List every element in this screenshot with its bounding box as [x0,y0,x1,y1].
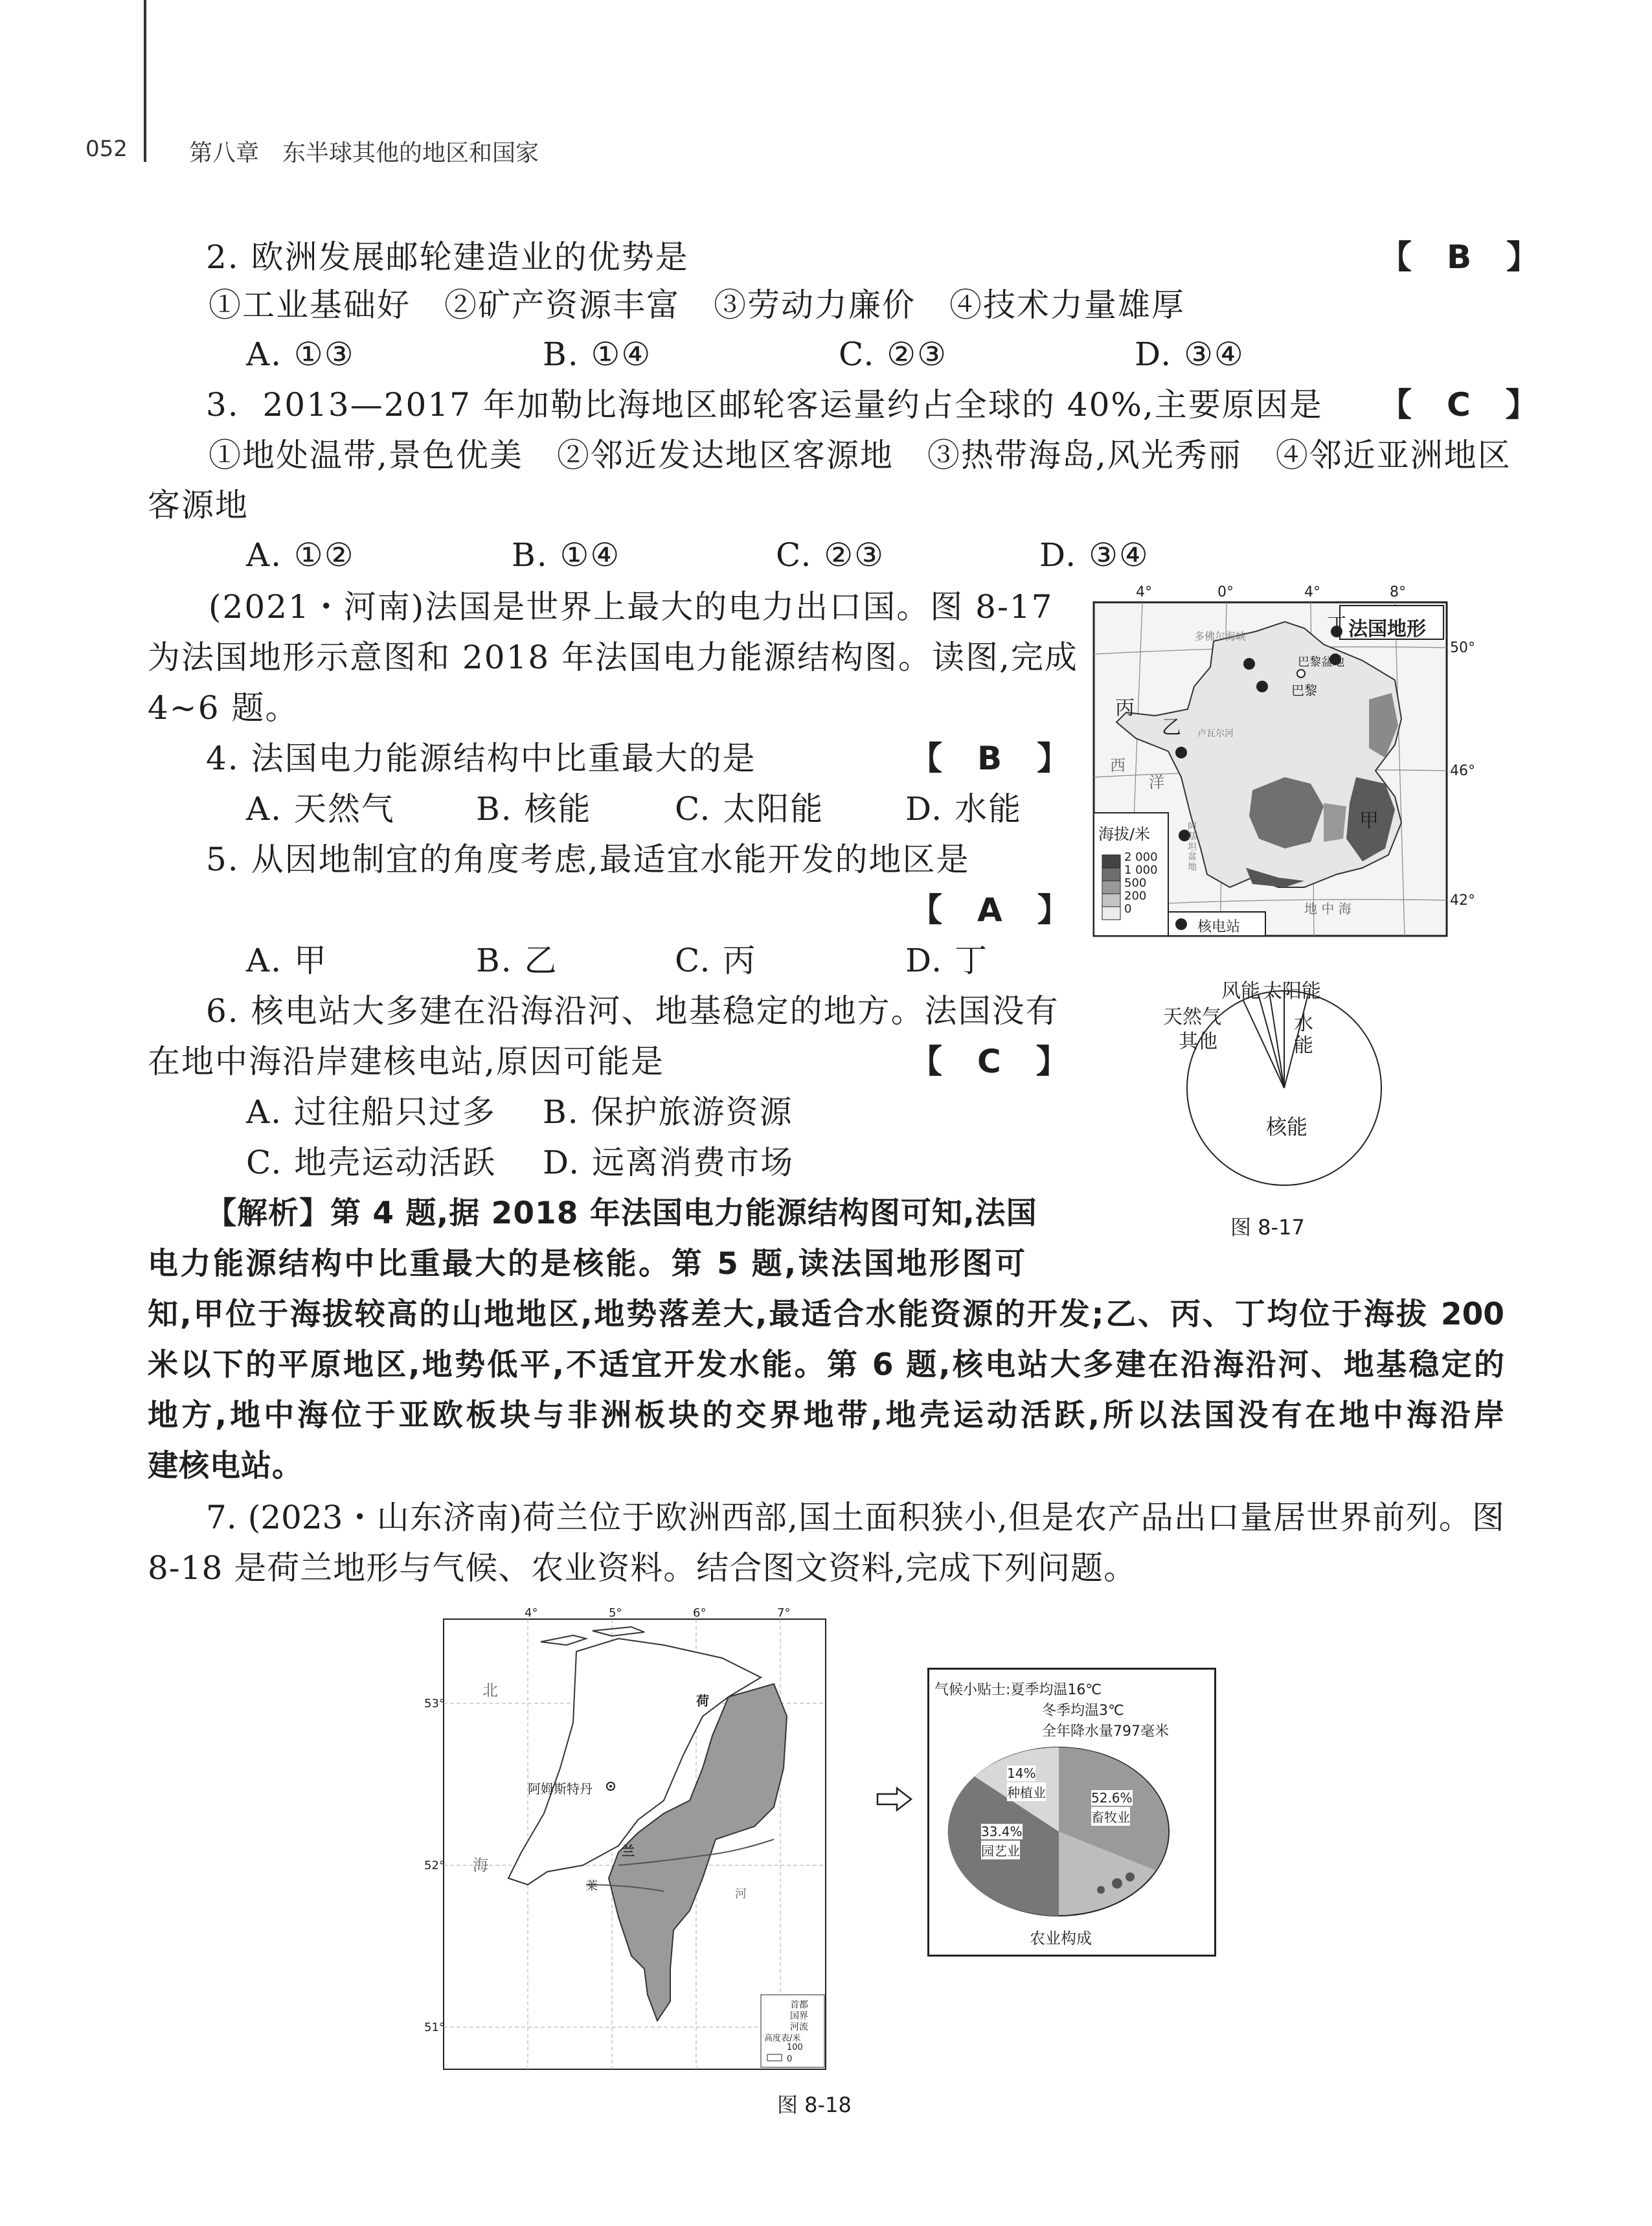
figure-8-17-caption: 图 8-17 [1230,1215,1305,1240]
intro46-line3: 4~6 题。 [148,689,299,727]
q6-option-b: B. 保护旅游资源 [543,1093,793,1131]
agri-title: 农业构成 [1030,1929,1092,1948]
legend-value-500: 500 [1124,876,1147,890]
place-ocean-xi: 西 [1110,756,1126,775]
q3-stem: 3. 2013—2017 年加勒比海地区邮轮客运量约占全球的 40%,主要原因是 [206,386,1323,424]
nl-lat-label-3: 51° [424,2021,445,2034]
pie-label-nuclear: 核能 [1266,1115,1308,1139]
nuclear-legend-label: 核电站 [1197,919,1241,935]
agri-planting-value: 14% [1007,1766,1036,1781]
q6-option-c: C. 地壳运动活跃 [246,1144,497,1181]
q4-answer: 【 B 】 [910,740,1071,777]
q6-stem-line2: 在地中海沿岸建核电站,原因可能是 [148,1043,664,1080]
figure-8-18-caption: 图 8-18 [777,2093,852,2117]
q2-option-c: C. ②③ [839,335,947,373]
q3-items-line2: 客源地 [148,486,249,524]
q5-stem: 5. 从因地制宜的角度考虑,最适宜水能开发的地区是 [206,841,970,878]
nl-lat-label-2: 52° [424,1859,445,1872]
nl-place-river: 河 [735,1887,747,1901]
q6-option-d: D. 远离消费市场 [543,1144,795,1181]
netherlands-map [424,1606,839,2073]
nl-lon-label-3: 6° [693,1606,707,1620]
pie-label-solar: 太阳能 [1263,980,1321,1003]
map-lon-label-2: 0° [1217,584,1234,600]
q5-option-a: A. 甲 [246,942,328,979]
energy-pie-chart [1153,975,1425,1188]
q2-answer: 【 B 】 [1379,238,1541,276]
nl-legend-100: 100 [787,2043,803,2052]
q6-option-a: A. 过往船只过多 [246,1093,496,1131]
map-lon-label-1: 4° [1136,584,1152,600]
q4-stem: 4. 法国电力能源结构中比重最大的是 [206,740,756,777]
map-lon-label-3: 4° [1304,584,1320,600]
q3-items-line1: ①地处温带,景色优美 ②邻近发达地区客源地 ③热带海岛,风光秀丽 ④邻近亚洲地区 [209,437,1511,474]
nl-place-capital: 阿姆斯特丹 [528,1781,593,1797]
pie-label-hydro-1: 水 [1294,1012,1313,1035]
place-river: 卢瓦尔河 [1197,729,1234,739]
map-lon-label-4: 8° [1390,584,1406,600]
q3-option-b: B. ①④ [512,536,621,574]
q2-items: ①工业基础好 ②矿产资源丰富 ③劳动力廉价 ④技术力量雄厚 [209,286,1185,324]
climate-line3: 全年降水量797毫米 [1042,1723,1169,1740]
pie-label-gas: 天然气 [1163,1006,1221,1028]
legend-value-200: 200 [1124,889,1147,903]
nl-place-north: 北 [482,1681,498,1699]
q4-option-c: C. 太阳能 [675,790,824,828]
q7-line1: 7. (2023・山东济南)荷兰位于欧洲西部,国土面积狭小,但是农产品出口量居世界前列。图 [206,1499,1504,1536]
intro46-line1: (2021・河南)法国是世界上最大的电力出口国。图 8-17 [209,588,1054,626]
arrow-right-icon [876,1786,914,1812]
nl-place-lan: 兰 [622,1843,635,1859]
place-bing: 丙 [1115,697,1135,720]
q5-option-d: D. 丁 [905,942,989,979]
analysis-line3: 知,甲位于海拔较高的山地地区,地势落差大,最适合水能资源的开发;乙、丙、丁均位于海拔 200 [148,1297,1504,1332]
nl-legend-border: 国界 [790,2011,808,2021]
analysis-line4: 米以下的平原地区,地势低平,不适宜开发水能。第 6 题,核电站大多建在沿海沿河、地基稳定的 [148,1347,1504,1383]
page-number: 052 [85,136,128,162]
chapter-title: 第八章 东半球其他的地区和国家 [189,140,539,166]
q3-option-a: A. ①② [246,536,355,574]
place-yi: 乙 [1162,716,1181,739]
nl-lon-label-1: 4° [525,1606,538,1620]
agri-horticulture-value: 33.4% [981,1824,1023,1839]
q5-option-b: B. 乙 [476,942,558,979]
header-rule [144,0,146,162]
q2-option-a: A. ①③ [246,335,355,373]
place-basin2: 阿基坦盆地 [1188,822,1197,872]
map-title: 法国地形 [1348,618,1426,641]
place-sea: 地 中 海 [1304,901,1352,916]
q6-stem-line1: 6. 核电站大多建在沿海沿河、地基稳定的地方。法国没有 [206,992,1059,1030]
q3-answer: 【 C 】 [1379,386,1539,424]
q4-option-b: B. 核能 [476,790,592,828]
q3-option-c: C. ②③ [776,536,885,574]
nl-place-sea: 海 [473,1856,488,1874]
agri-livestock-label: 畜牧业 [1091,1807,1130,1826]
nl-lon-label-2: 5° [609,1606,622,1620]
q4-option-d: D. 水能 [905,790,1023,828]
climate-line2: 冬季均温3℃ [1042,1703,1124,1719]
q7-line2: 8-18 是荷兰地形与气候、农业资料。结合图文资料,完成下列问题。 [148,1549,1137,1587]
q2-option-d: D. ③④ [1135,335,1245,373]
legend-value-0: 0 [1124,902,1132,916]
nl-lat-label-1: 53° [424,1697,445,1710]
nl-legend-height: 高度表/米 [764,2034,801,2043]
agri-planting-label: 种植业 [1007,1782,1046,1801]
q2-stem: 2. 欧洲发展邮轮建造业的优势是 [206,238,689,276]
pie-label-hydro-2: 能 [1294,1034,1313,1057]
analysis-line6: 建核电站。 [148,1448,303,1484]
nl-legend-river: 河流 [790,2022,808,2032]
q2-option-b: B. ①④ [543,335,652,373]
map-lat-label-2: 46° [1450,763,1475,779]
analysis-line5: 地方,地中海位于亚欧板块与非洲板块的交界地带,地壳运动活跃,所以法国没有在地中海沿岸 [148,1398,1504,1433]
pie-label-other: 其他 [1179,1030,1217,1053]
legend-value-1000: 1 000 [1124,863,1158,877]
climate-line1: 气候小贴士:夏季均温16℃ [934,1682,1102,1698]
nl-legend-capital: 首都 [790,2000,808,2010]
nl-place-he: 荷 [696,1693,709,1709]
analysis-line1: 【解析】第 4 题,据 2018 年法国电力能源结构图可知,法国 [206,1196,1037,1231]
place-strait: 多佛尔海峡 [1194,630,1247,642]
agri-livestock-value: 52.6% [1091,1790,1133,1806]
q5-answer: 【 A 】 [910,891,1071,929]
nl-place-lan2: 莱 [586,1880,598,1893]
france-terrain-map [1091,583,1479,952]
legend-value-2000: 2 000 [1124,850,1158,864]
q3-option-d: D. ③④ [1039,536,1149,574]
nl-lon-label-4: 7° [777,1606,791,1620]
pie-label-wind: 风能 [1221,980,1260,1003]
place-ding: 丁 [1327,614,1346,637]
nl-legend-0: 0 [787,2054,793,2064]
place-paris: 巴黎 [1291,683,1317,698]
place-ocean-yang: 洋 [1149,773,1164,791]
place-jia: 甲 [1359,810,1379,832]
place-paris-basin: 巴黎盆地 [1298,655,1344,669]
q6-answer: 【 C 】 [910,1043,1070,1080]
agriculture-box [927,1668,1216,1957]
q5-option-c: C. 丙 [675,942,757,979]
map-lat-label-1: 50° [1450,640,1475,656]
agri-horticulture-label: 园艺业 [981,1841,1020,1859]
q4-option-a: A. 天然气 [246,790,395,828]
map-lat-label-3: 42° [1450,892,1475,909]
legend-title: 海拔/米 [1098,825,1151,843]
intro46-line2: 为法国地形示意图和 2018 年法国电力能源结构图。读图,完成 [148,639,1078,676]
analysis-line2: 电力能源结构中比重最大的是核能。第 5 题,读法国地形图可 [148,1246,1026,1282]
